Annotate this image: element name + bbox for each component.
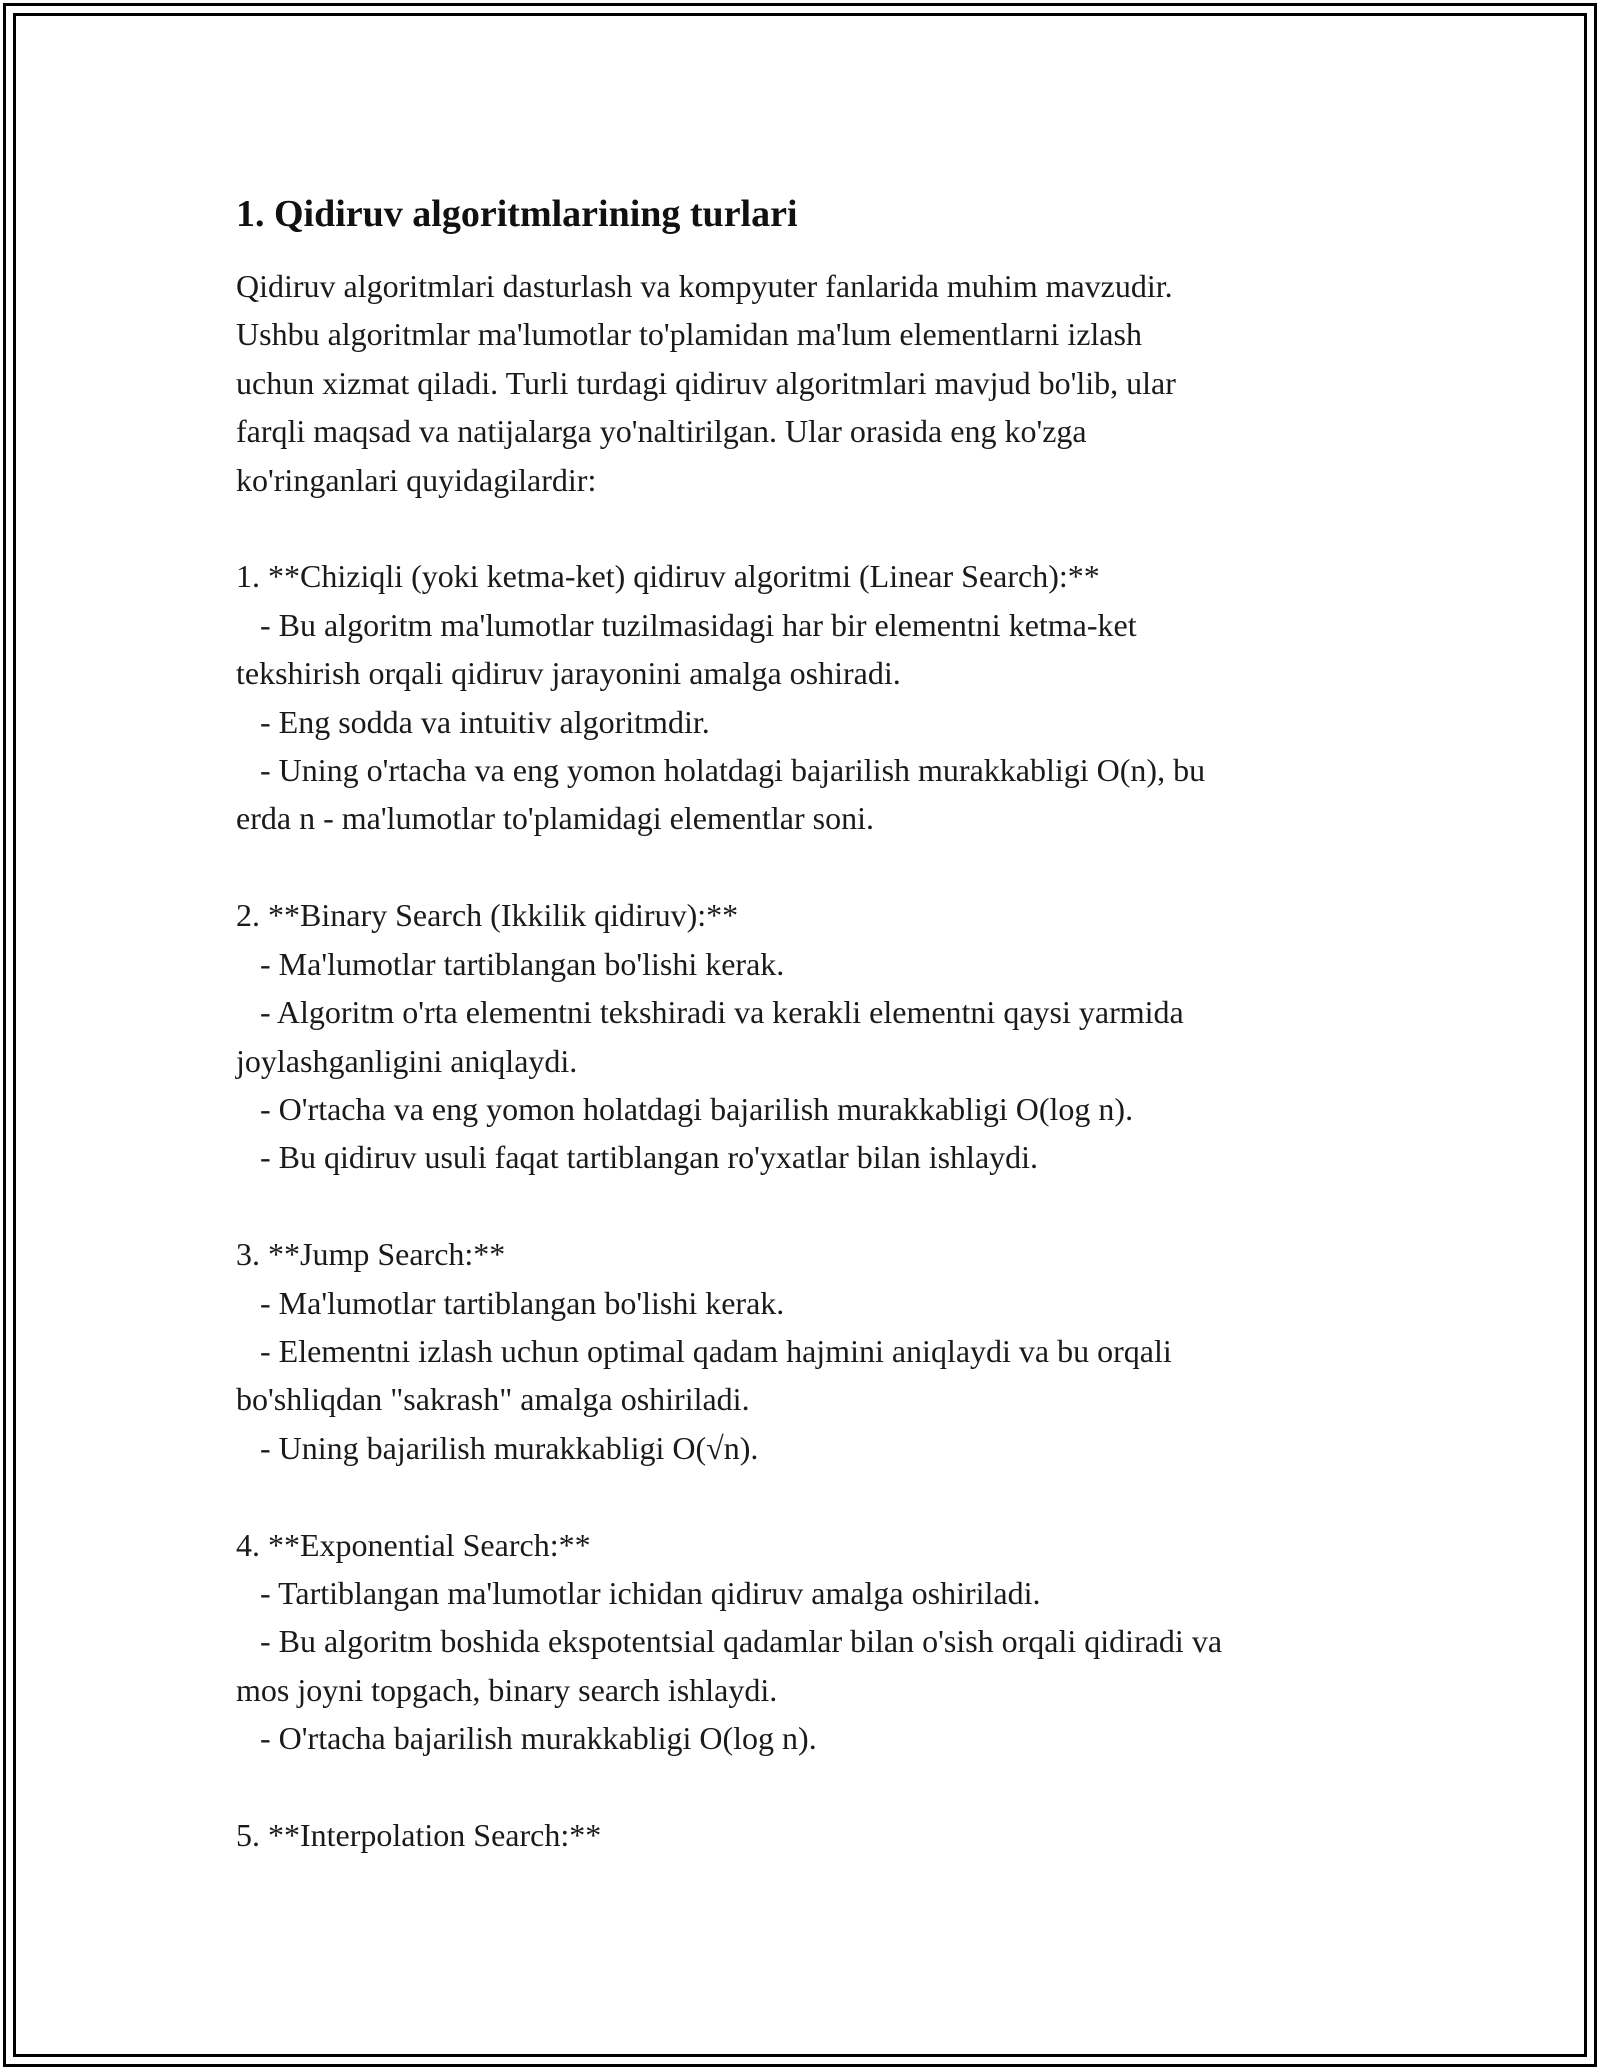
section-heading: 1. Qidiruv algoritmlarining turlari [236,193,798,235]
document-content [236,190,1396,1859]
body-text: Qidiruv algoritmlari dasturlash va kompyuter fanlarida muhim mavzudir. Ushbu algoritmlar ma'lumotlar to'plamidan ma'lum elementlarni izlash uchun xizmat qiladi. Turli turdagi qidiruv algoritmlari mavjud bo'lib, ular farqli maqsad va natijalarga yo'naltirilgan. Ular orasida eng ko'zga ko'ringanlari quyidagilardir: 1. **Chiziqli (yoki ketma-ket) qidiruv algoritmi (Linear Search):** - Bu algoritm ma'lumotlar tuzilmasidagi har bir elementni ketma-ket tekshirish orqali qidiruv jarayonini amalga oshiradi. - Eng sodda va intuitiv algoritmdir. - Uning o'rtacha va eng yomon holatdagi bajarilish murakkabligi O(n), bu erda n - ma'lumotlar to'plamidagi elementlar soni. 2. **Binary Search (Ikkilik qidiruv):** - Ma'lumotlar tartiblangan bo'lishi kerak. - Algoritm o'rta elementni tekshiradi va kerakli elementni qaysi yarmida joylashganligini aniqlaydi. - O'rtacha va eng yomon holatdagi bajarilish murakkabligi O(log n). - Bu qidiruv usuli faqat tartiblangan ro'yxatlar bilan ishlaydi. 3. **Jump Search:** - Ma'lumotlar tartiblangan bo'lishi kerak. - Elementni izlash uchun optimal qadam hajmini aniqlaydi va bu orqali bo'shliqdan "sakrash" amalga oshiriladi. - Uning bajarilish murakkabligi O(√n). 4. **Exponential Search:** - Tartiblangan ma'lumotlar ichidan qidiruv amalga oshiriladi. - Bu algoritm boshida ekspotentsial qadamlar bilan o'sish orqali qidiradi va mos joyni topgach, binary search ishlaydi. - O'rtacha bajarilish murakkabligi O(log n). 5. **Interpolation Search:** [236,268,1223,1853]
